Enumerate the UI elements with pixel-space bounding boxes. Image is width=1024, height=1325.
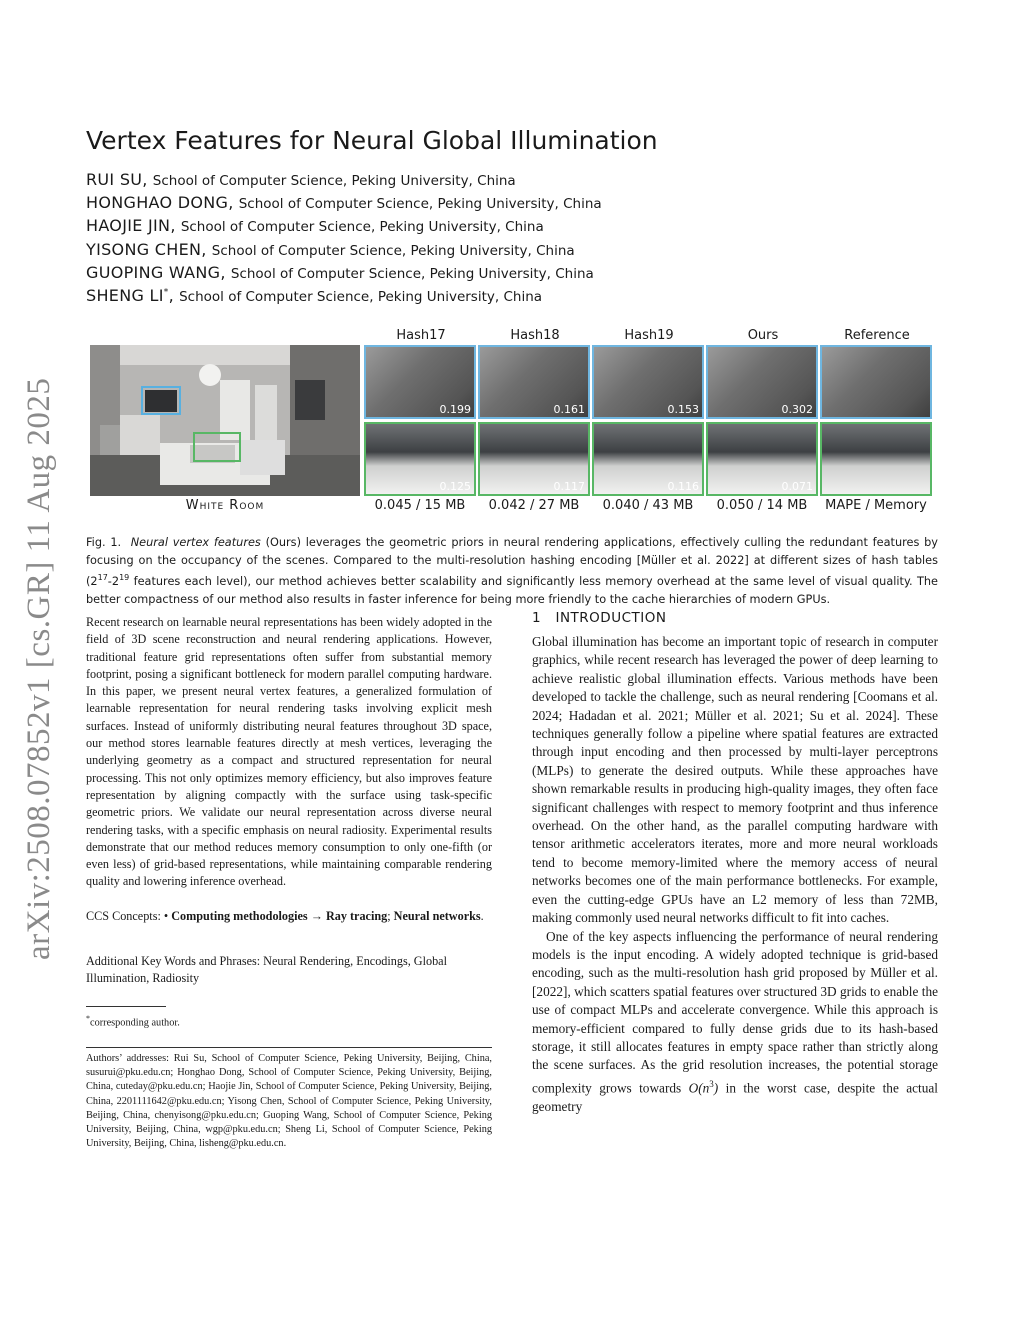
- author-line: [86, 193, 602, 216]
- ours-closeup-wall: [706, 345, 818, 419]
- column-header-hash19: Hash19: [624, 328, 674, 343]
- caption-italic: Neural vertex features: [130, 536, 261, 549]
- author-name-text: SHENG LI: [86, 285, 164, 305]
- error-value: 0.117: [553, 480, 585, 493]
- figure-caption: [86, 534, 938, 608]
- author-name: HONGHAO DONG,: [86, 193, 234, 213]
- teaser-figure: [90, 328, 935, 513]
- ccs-prefix: CCS Concepts: •: [86, 909, 172, 923]
- intro-paragraph: Global illumination has become an important topic of research in computer graphics, while recent research has leveraged the power of deep learning to achieve realistic global illumination effects. Various methods have been developed to tackle the challenge, such as neural rendering [Coomans et al. 2024; Hadadan et al. 2021; Müller et al. 2021; Su et al. 2024]. These techniques generally follow a pipeline where spatial features are extracted through input encoding and then processed by multi-layer perceptrons (MLPs) to generate the desired outputs. While these approaches have shown remarkable results in producing high-quality images, they often face significant challenges with respect to memory footprint and thus inference overhead. On the other hand, as the parallel computing hardware with tensor arithmetic accelerators iterates, more and more neural workloads tend to become memory-limited where the memory access of neural networks becomes one of the main performance bottlenecks. For example, even the cutting-edge GPUs have an L2 memory of less than 72MB, making commonly used neural networks difficult to fit into caches.: [532, 634, 938, 926]
- caption-text-b: features each level), our method achieves better scalability and significantly less memory overhead at the same level of visual quality. The better compactness of our method also results in faster inference for being more friendly to the cache hierarchies of modern GPUs.: [86, 574, 938, 606]
- reference-closeup-table: [820, 422, 932, 496]
- hash17-closeup-table: [364, 422, 476, 496]
- intro-text-a: One of the key aspects influencing the performance of neural rendering models is the input encoding. A widely adopted technique is grid-based encoding, such as the multi-resolution hash grid proposed by Müller et al. [2022], which scatters spatial features over structured 3D grids to enable the use of compact MLPs and accelerate convergence. While this approach is memory-efficient compared to fully dense grids due to its hash-based storage, it still allocates features in empty space rather than strictly along the scene surfaces. As the grid resolution increases, the potential storage complexity grows towards: [532, 928, 938, 1096]
- author-name-suffix: ,: [168, 285, 174, 305]
- author-affiliation: School of Computer Science, Peking University, China: [152, 173, 516, 189]
- error-value: 0.302: [781, 403, 813, 416]
- caption-dash: -2: [107, 574, 120, 588]
- ccs-concept-3: Neural networks: [393, 909, 481, 923]
- reference-closeup-wall: [820, 345, 932, 419]
- footnote-mark: *: [86, 1014, 90, 1023]
- ccs-concept-1: Computing methodologies: [171, 909, 308, 923]
- ccs-concept-2: Ray tracing: [325, 909, 388, 923]
- hash18-metrics: 0.042 / 27 MB: [488, 498, 580, 513]
- error-value: 0.071: [781, 480, 813, 493]
- error-value: 0.153: [667, 403, 699, 416]
- corresponding-mark: *: [163, 287, 169, 298]
- intro-text-b: in the worst case, despite the actual geometry: [532, 1080, 938, 1114]
- column-header-reference: Reference: [844, 328, 910, 343]
- caption-text-a: (Ours) leverages the geometric priors in neural rendering applications, effectively culling the redundant features by focusing on the occupancy of the scenes. Compared to the multi-resolution hashing encoding [Müller et al. 2022] at different sizes of hash tables (2: [86, 536, 938, 588]
- author-name: [86, 286, 174, 305]
- metric-legend: MAPE / Memory: [825, 498, 927, 513]
- author-affiliation: School of Computer Science, Peking University, China: [238, 196, 602, 213]
- author-name: HAOJIE JIN,: [86, 216, 176, 236]
- author-affiliation: School of Computer Science, Peking University, China: [180, 219, 544, 236]
- figure-label: Fig. 1.: [86, 536, 122, 549]
- caption-sup-2: 19: [119, 573, 130, 583]
- hash19-closeup-wall: [592, 345, 704, 419]
- footnote-divider: [86, 1006, 166, 1007]
- ccs-separator: ;: [387, 909, 394, 923]
- author-line: [86, 170, 602, 193]
- ours-closeup-table: [706, 422, 818, 496]
- paper-title: Vertex Features for Neural Global Illumination: [86, 126, 658, 155]
- author-line: [86, 286, 602, 309]
- column-header-ours: Ours: [747, 328, 779, 343]
- author-name: GUOPING WANG,: [86, 262, 226, 282]
- ccs-arrow: →: [307, 909, 326, 923]
- scene-label: White Room: [185, 498, 265, 513]
- author-line: [86, 240, 602, 263]
- white-room-render: [90, 345, 360, 496]
- error-value: 0.161: [553, 403, 585, 416]
- error-value: 0.116: [667, 480, 699, 493]
- intro-paragraph: [532, 928, 938, 1116]
- introduction-body: [532, 633, 938, 1116]
- hash19-metrics: 0.040 / 43 MB: [602, 498, 694, 513]
- caption-sup-1: 17: [97, 573, 108, 583]
- abstract: [86, 614, 492, 891]
- author-affiliation: School of Computer Science, Peking University, China: [230, 265, 594, 282]
- hash17-closeup-wall: [364, 345, 476, 419]
- hash19-closeup-table: [592, 422, 704, 496]
- section-number: 1: [532, 610, 542, 626]
- author-affiliation: School of Computer Science, Peking University, China: [211, 242, 575, 259]
- author-list: [86, 170, 602, 309]
- ccs-concepts: [86, 908, 492, 925]
- white-room-scene: [90, 345, 360, 496]
- ccs-end: .: [480, 909, 484, 923]
- abstract-text: Recent research on learnable neural representations has been widely adopted in the field of 3D scene reconstruction and neural rendering applications. However, traditional feature grid representations often suffer from substantial memory footprint, posing a significant bottleneck for modern parallel computing hardware. In this paper, we present neural vertex features, a generalized formulation of learnable representation for neural rendering tasks involving explicit mesh surfaces. Instead of uniformly distributing neural features throughout 3D space, our method stores learnable features directly at mesh vertices, leveraging the underlying geometry as a compact and structured representation for neural processing. This not only optimizes memory efficiency, but also improves feature representation by aligning compactly with the surface using task-specific geometric priors. We validate our neural representation across diverse neural rendering tasks, with a specific emphasis on neural radiosity. Experimental results demonstrate that our method reduces memory consumption to only one-fifth (or even less) of grid-based representations, while maintaining comparable rendering quality and lowering inference overhead.: [86, 615, 492, 889]
- author-name: YISONG CHEN,: [86, 239, 207, 259]
- error-value: 0.125: [439, 480, 471, 493]
- arxiv-identifier: arXiv:2508.07852v1 [cs.GR] 11 Aug 2025: [21, 377, 57, 960]
- section-title: INTRODUCTION: [555, 610, 667, 626]
- author-affiliation: School of Computer Science, Peking University, China: [179, 288, 543, 305]
- math-close: ): [713, 1080, 719, 1096]
- hash18-closeup-wall: [478, 345, 590, 419]
- author-line: [86, 263, 602, 286]
- column-header-hash17: Hash17: [396, 328, 446, 343]
- author-line: [86, 216, 602, 239]
- column-header-hash18: Hash18: [510, 328, 560, 343]
- hash18-closeup-table: [478, 422, 590, 496]
- section-heading: [532, 610, 666, 626]
- keywords: Additional Key Words and Phrases: Neural Rendering, Encodings, Global Illumination, Radiosity: [86, 954, 447, 986]
- hash17-metrics: 0.045 / 15 MB: [374, 498, 466, 513]
- math-exponent: 3: [709, 1078, 714, 1089]
- math-complexity: O(n: [688, 1080, 710, 1096]
- error-value: 0.199: [439, 403, 471, 416]
- author-name: RUI SU,: [86, 170, 148, 189]
- footnote-text: corresponding author.: [90, 1017, 180, 1029]
- ours-metrics: 0.050 / 14 MB: [716, 498, 808, 513]
- addresses-divider: [86, 1047, 492, 1048]
- author-addresses: Authors’ addresses: Rui Su, School of Computer Science, Peking University, Beijing, China, susurui@pku.edu.cn; Honghao Dong, School of Computer Science, Peking University, Beijing, China, cuteday@pku.edu.cn; Haojie Jin, School of Computer Science, Peking University, Beijing, China, 2201111642@pku.edu.cn; Yisong Chen, School of Computer Science, Peking University, Beijing, China, chenyisong@pku.edu.cn; Guoping Wang, School of Computer Science, Peking University, Beijing, China, wgp@pku.edu.cn; Sheng Li, School of Computer Science, Peking University, Beijing, China, lisheng@pku.edu.cn.: [86, 1053, 492, 1150]
- footnote: [86, 1012, 180, 1030]
